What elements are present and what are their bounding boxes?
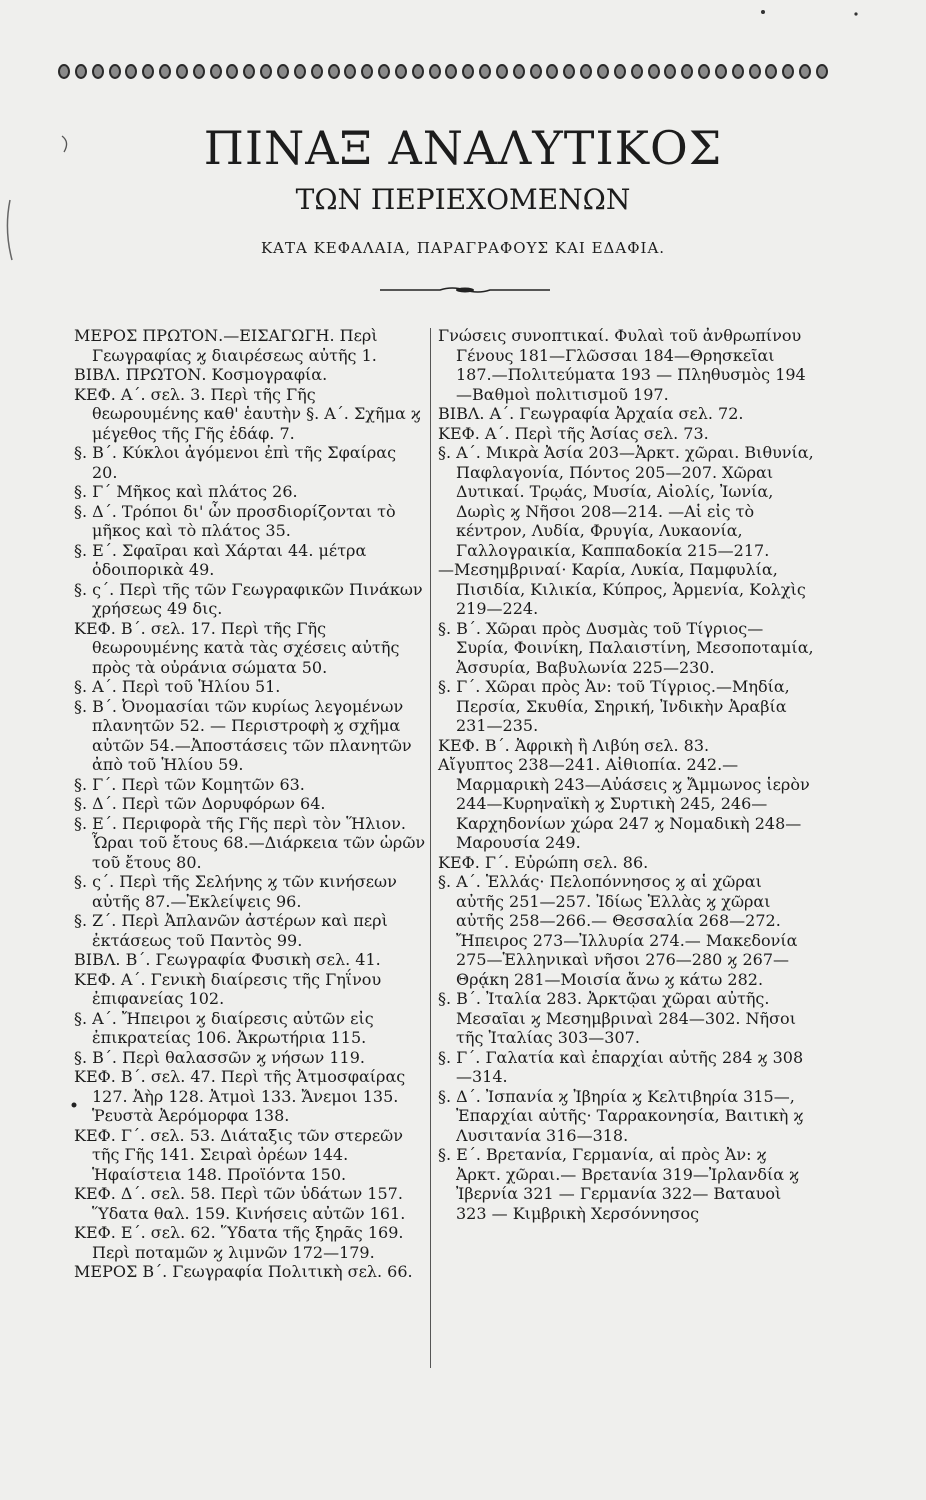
toc-entry: ΚΕΦ. Γ΄. Εὐρώπη σελ. 86. (438, 852, 649, 872)
ornament-bead-icon (378, 64, 390, 79)
toc-entry: §. Δ΄. Περὶ τῶν Δορυφόρων 64. (74, 794, 326, 813)
ornament-bead-icon (193, 64, 205, 79)
ornament-bead-icon (765, 64, 777, 79)
ornament-bead-icon (648, 64, 660, 79)
ornament-bead-icon (681, 64, 693, 79)
toc-entry: §. Α΄. Ἑλλάς· Πελοπόννησος ϗ αἱ χῶραι αὐτῆς 251—257. Ἰδίως Ἑλλὰς ϗ χῶραι αὐτῆς 258—266.— Θεσσαλία 268—272. Ἤπειρος 273—Ἰλλυρία 274.— Μακεδονία 275—Ἑλληνικαὶ νῆσοι 276—280 ϗ 267—Θρᾴκη 281—Μοισία ἄνω ϗ κάτω 282. (438, 872, 798, 989)
toc-entry: ΜΕΡΟΣ Β΄. Γεωγραφία Πολιτικὴ σελ. 66. (74, 1262, 413, 1281)
ornament-bead-icon (226, 64, 238, 79)
ornament-bead-icon (412, 64, 424, 79)
toc-entry: ΚΕΦ. Β΄. σελ. 47. Περὶ τῆς Ἀτμοσφαίρας 127. Ἀὴρ 128. Ἀτμοὶ 133. Ἄνεμοι 135. Ῥευστὰ Ἀερόμορφα 138. (74, 1067, 406, 1125)
toc-entry: §. Α΄. Ἤπειροι ϗ διαίρεσις αὐτῶν εἰς ἐπικρατείας 106. Ἀκρωτήρια 115. (74, 1008, 374, 1047)
ornament-bead-icon (563, 64, 575, 79)
ornament-bead-icon (142, 64, 154, 79)
decorative-rule-icon (380, 286, 550, 294)
ornament-bead-icon (445, 64, 457, 79)
toc-entry: §. ς΄. Περὶ τῆς τῶν Γεωγραφικῶν Πινάκων χρήσεως 49 δις. (74, 579, 423, 618)
toc-entry: ΚΕΦ. Ε΄. σελ. 62. Ὕδατα τῆς ξηρᾶς 169. Περὶ ποταμῶν ϗ λιμνῶν 172—179. (74, 1223, 404, 1262)
toc-entry: §. Α΄. Μικρὰ Ἀσία 203—Ἀρκτ. χῶραι. Βιθυνία, Παφλαγονία, Πόντος 205—207. Χῶραι Δυτικαί. Τρῳάς, Μυσία, Αἰολίς, Ἰωνία, Δωρὶς ϗ Νῆσοι 208—214. —Αἱ εἰς τὸ κέντρον, Λυδία, Φρυγία, Λυκαονία, Γαλλογραικία, Καππαδοκία 215—217. (438, 443, 814, 560)
toc-entry: §. Β΄. Περὶ θαλασσῶν ϗ νήσων 119. (74, 1047, 365, 1067)
toc-entry: §. ς΄. Περὶ τῆς Σελήνης ϗ τῶν κινήσεων αὐτῆς 87.—Ἐκλείψεις 96. (74, 872, 397, 911)
ornament-bead-icon (462, 64, 474, 79)
contents-column-left (74, 326, 426, 1282)
toc-entry: ΚΕΦ. Α΄. Γενικὴ διαίρεσις τῆς Γηΐνου ἐπιφανείας 102. (74, 969, 382, 1008)
ornament-bead-icon (176, 64, 188, 79)
page-subheading: ΚΑΤΑ ΚΕΦΑΛΑΙΑ, ΠΑΡΑΓΡΑΦΟΥΣ ΚΑΙ ΕΔΑΦΙΑ. (260, 239, 666, 257)
toc-entry: —Μεσημβριναί· Καρία, Λυκία, Παμφυλία, Πισιδία, Κιλικία, Κύπρος, Ἀρμενία, Κολχὶς 219—224. (438, 560, 806, 618)
toc-entry: §. Ε΄. Σφαῖραι καὶ Χάρται 44. μέτρα ὁδοιπορικὰ 49. (74, 540, 367, 579)
ornamental-border (58, 58, 828, 84)
ornament-bead-icon (732, 64, 744, 79)
toc-entry: §. Ζ΄. Περὶ Ἀπλανῶν ἀστέρων καὶ περὶ ἐκτάσεως τοῦ Παντὸς 99. (74, 911, 388, 950)
ornament-bead-icon (749, 64, 761, 79)
toc-entry: §. Γ΄ Μῆκος καὶ πλάτος 26. (74, 482, 298, 501)
ornament-bead-icon (243, 64, 255, 79)
toc-entry: Αἴγυπτος 238—241. Αἰθιοπία. 242.— Μαρμαρικὴ 243—Αὐάσεις ϗ Ἄμμωνος ἱερὸν 244—Κυρηναϊκὴ ϗ Συρτικὴ 245, 246—Καρχηδονίων χώρα 247 ϗ Νομαδικὴ 248—Μαρουσία 249. (438, 755, 810, 852)
toc-entry: ΚΕΦ. Β΄. σελ. 17. Περὶ τῆς Γῆς θεωρουμένης κατὰ τὰς σχέσεις αὐτῆς πρὸς τὰ οὐράνια σώματα 50. (74, 618, 400, 677)
ornament-bead-icon (210, 64, 222, 79)
toc-entry: §. Ε΄. Βρετανία, Γερμανία, αἱ πρὸς Ἀν: ϗ Ἀρκτ. χῶραι.— Βρετανία 319—Ἰρλανδία ϗ Ἰβερνία 321 — Γερμανία 322— Βαταυοὶ 323 — Κιμβρικὴ Χερσόννησος (438, 1145, 800, 1223)
ornament-bead-icon (361, 64, 373, 79)
ornament-bead-icon (782, 64, 794, 79)
ornament-bead-icon (631, 64, 643, 79)
toc-entry: ΒΙΒΛ. ΠΡΩΤΟΝ. Κοσμογραφία. (74, 365, 328, 384)
ornament-bead-icon (294, 64, 306, 79)
ornament-bead-icon (546, 64, 558, 79)
ornament-bead-icon (530, 64, 542, 79)
page-title: ΠΙΝΑΞ ΑΝΑΛΥΤΙΚΟΣ (203, 121, 723, 175)
ornament-bead-icon (799, 64, 811, 79)
toc-entry: Γνώσεις συνοπτικαί. Φυλαὶ τοῦ ἀνθρωπίνου Γένους 181—Γλῶσσαι 184—Θρησκεῖαι 187.—Πολιτεύματα 193 — Πληθυσμὸς 194—Βαθμοὶ πολιτισμοῦ 197. (438, 326, 806, 404)
toc-entry: ΚΕΦ. Α΄. Περὶ τῆς Ἀσίας σελ. 73. (438, 423, 709, 443)
toc-entry: §. Β΄. Ὀνομασίαι τῶν κυρίως λεγομένων πλανητῶν 52. — Περιστροφὴ ϗ σχῆμα αὐτῶν 54.—Ἀποστάσεις τῶν πλανητῶν ἀπὸ τοῦ Ἡλίου 59. (74, 696, 412, 774)
column-divider (430, 328, 431, 1368)
ornament-bead-icon (260, 64, 272, 79)
toc-entry: ΒΙΒΛ. Β΄. Γεωγραφία Φυσικὴ σελ. 41. (74, 950, 381, 969)
toc-entry: §. Ε΄. Περιφορὰ τῆς Γῆς περὶ τὸν Ἥλιον. Ὧραι τοῦ ἔτους 68.—Διάρκεια τῶν ὡρῶν τοῦ ἔτους 80. (74, 813, 426, 872)
toc-entry: §. Δ΄. Τρόποι δι' ὧν προσδιορίζονται τὸ μῆκος καὶ τὸ πλάτος 35. (74, 501, 396, 540)
ornament-bead-icon (344, 64, 356, 79)
toc-entry: §. Α΄. Περὶ τοῦ Ἡλίου 51. (74, 677, 281, 696)
contents-column-right (438, 326, 814, 1223)
ornament-bead-icon (58, 64, 70, 79)
ornament-bead-icon (715, 64, 727, 79)
toc-entry: §. Γ΄. Περὶ τῶν Κομητῶν 63. (74, 774, 305, 794)
ornament-bead-icon (395, 64, 407, 79)
toc-entry: §. Δ΄. Ἰσπανία ϗ Ἰβηρία ϗ Κελτιβηρία 315—, Ἐπαρχίαι αὐτῆς· Ταρρακονησία, Βαιτικὴ ϗ Λυσιτανία 316—318. (438, 1086, 804, 1145)
toc-entry: §. Γ΄. Χῶραι πρὸς Ἀν: τοῦ Τίγριος.—Μηδία, Περσία, Σκυθία, Σηρική, Ἰνδικὴν Ἀραβία 231—235. (438, 677, 790, 735)
toc-entry: §. Β΄. Κύκλοι ἀγόμενοι ἐπὶ τῆς Σφαίρας 20. (74, 443, 397, 482)
toc-entry: §. Β΄. Χῶραι πρὸς Δυσμὰς τοῦ Τίγριος— Συρία, Φοινίκη, Παλαιστίνη, Μεσοποταμία, Ἀσσυρία, Βαβυλωνία 225—230. (438, 618, 814, 677)
ornament-bead-icon (429, 64, 441, 79)
ornament-bead-icon (328, 64, 340, 79)
toc-entry: ΚΕΦ. Β΄. Ἀφρικὴ ἢ Λιβύη σελ. 83. (438, 735, 710, 755)
ornament-bead-icon (125, 64, 137, 79)
ornament-bead-icon (109, 64, 121, 79)
ornament-bead-icon (664, 64, 676, 79)
ornament-bead-icon (75, 64, 87, 79)
page-subtitle: ΤΩΝ ΠΕΡΙΕΧΟΜΕΝΩΝ (295, 183, 631, 216)
ornament-bead-icon (479, 64, 491, 79)
toc-entry: ΚΕΦ. Δ΄. σελ. 58. Περὶ τῶν ὑδάτων 157. Ὕδατα θαλ. 159. Κινήσεις αὐτῶν 161. (74, 1184, 406, 1223)
ornament-bead-icon (698, 64, 710, 79)
toc-entry: ΜΕΡΟΣ ΠΡΩΤΟΝ.—ΕΙΣΑΓΩΓΗ. Περὶ Γεωγραφίας ϗ διαιρέσεως αὐτῆς 1. (74, 326, 378, 365)
ornament-bead-icon (159, 64, 171, 79)
ornament-bead-icon (311, 64, 323, 79)
toc-entry: ΚΕΦ. Γ΄. σελ. 53. Διάταξις τῶν στερεῶν τῆς Γῆς 141. Σειραὶ ὀρέων 144. Ἡφαίστεια 148. Προϊόντα 150. (74, 1125, 403, 1184)
toc-entry: §. Β΄. Ἰταλία 283. Ἀρκτῷαι χῶραι αὐτῆς. Μεσαῖαι ϗ Μεσημβριναὶ 284—302. Νῆσοι τῆς Ἰταλίας 303—307. (438, 989, 796, 1047)
toc-entry: ΒΙΒΛ. Α΄. Γεωγραφία Ἀρχαία σελ. 72. (438, 404, 744, 423)
ornament-bead-icon (92, 64, 104, 79)
ornament-bead-icon (580, 64, 592, 79)
toc-entry: ΚΕΦ. Α΄. σελ. 3. Περὶ τῆς Γῆς θεωρουμένης καθ' ἑαυτὴν §. Α΄. Σχῆμα ϗ μέγεθος τῆς Γῆς ἐδάφ. 7. (74, 384, 421, 443)
ornament-bead-icon (816, 64, 828, 79)
ornament-bead-icon (513, 64, 525, 79)
toc-entry: §. Γ΄. Γαλατία καὶ ἐπαρχίαι αὐτῆς 284 ϗ 308—314. (438, 1047, 804, 1086)
ornament-bead-icon (597, 64, 609, 79)
ornament-bead-icon (277, 64, 289, 79)
ornament-bead-icon (496, 64, 508, 79)
ornament-bead-icon (614, 64, 626, 79)
